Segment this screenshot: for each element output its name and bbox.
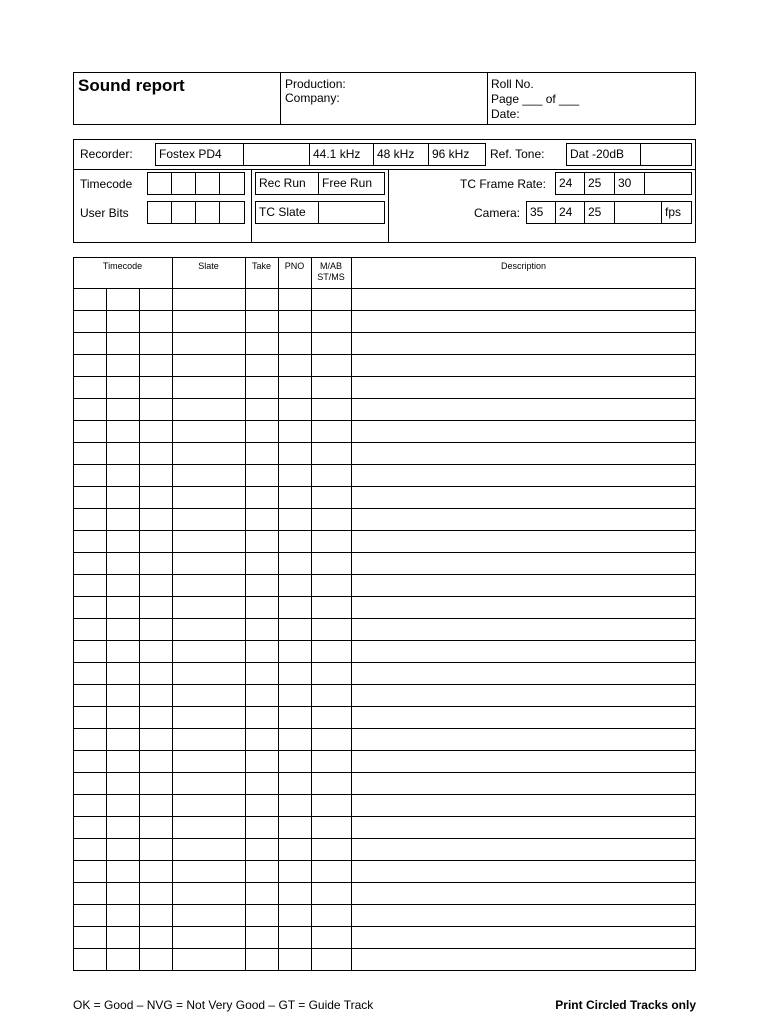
table-row bbox=[73, 838, 696, 839]
sample-rate-44: 44.1 kHz bbox=[309, 143, 374, 166]
page-of-label: Page ___ of ___ bbox=[491, 92, 580, 106]
table-row bbox=[73, 508, 696, 509]
table-row bbox=[73, 376, 696, 377]
table-row bbox=[73, 728, 696, 729]
settings-col-divider-1 bbox=[251, 169, 252, 243]
ref-tone-extra-cell bbox=[640, 143, 692, 166]
recorder-extra-cell bbox=[243, 143, 310, 166]
header-take: Take bbox=[251, 261, 271, 271]
header-divider-2 bbox=[487, 72, 488, 125]
header-description: Description bbox=[500, 261, 547, 271]
col-divider-pno-mode bbox=[311, 257, 312, 971]
log-table bbox=[73, 257, 696, 971]
table-row bbox=[73, 640, 696, 641]
timecode-box-4 bbox=[219, 172, 245, 195]
table-row bbox=[73, 332, 696, 333]
ref-tone-label: Ref. Tone: bbox=[490, 147, 545, 161]
table-row bbox=[73, 706, 696, 707]
camera-rate-25: 25 bbox=[584, 201, 615, 224]
header-divider-1 bbox=[280, 72, 281, 125]
table-row bbox=[73, 750, 696, 751]
production-label: Production: bbox=[285, 77, 346, 91]
fps-label: fps bbox=[661, 201, 692, 224]
tc-slate-value-cell bbox=[318, 201, 385, 224]
timecode-label: Timecode bbox=[80, 177, 133, 191]
footer-legend: OK = Good – NVG = Not Very Good – GT = Guide Track bbox=[73, 998, 374, 1012]
recorder-value: Fostex PD4 bbox=[155, 143, 244, 166]
sample-rate-96: 96 kHz bbox=[428, 143, 486, 166]
table-row bbox=[73, 904, 696, 905]
tc-frame-rate-label: TC Frame Rate: bbox=[460, 177, 547, 191]
user-bits-box-2 bbox=[171, 201, 196, 224]
table-row bbox=[73, 596, 696, 597]
table-row bbox=[73, 618, 696, 619]
col-divider-timecode-slate bbox=[172, 257, 173, 971]
header-pno: PNO bbox=[284, 261, 305, 271]
header-slate: Slate bbox=[198, 261, 219, 271]
frame-rate-24: 24 bbox=[555, 172, 585, 195]
camera-rate-35: 35 bbox=[526, 201, 556, 224]
table-row bbox=[73, 530, 696, 531]
timecode-box-3 bbox=[195, 172, 220, 195]
rec-run-option: Rec Run bbox=[255, 172, 319, 195]
date-label: Date: bbox=[491, 107, 520, 121]
table-row bbox=[73, 860, 696, 861]
frame-rate-extra-cell bbox=[644, 172, 692, 195]
page-title: Sound report bbox=[78, 76, 185, 95]
table-row bbox=[73, 948, 696, 949]
col-divider-take-pno bbox=[278, 257, 279, 971]
user-bits-box-4 bbox=[219, 201, 245, 224]
col-divider-slate-take bbox=[245, 257, 246, 971]
table-row bbox=[73, 552, 696, 553]
table-row bbox=[73, 354, 696, 355]
timecode-box-1 bbox=[147, 172, 172, 195]
free-run-option: Free Run bbox=[318, 172, 385, 195]
footer-note: Print Circled Tracks only bbox=[555, 998, 696, 1012]
user-bits-box-3 bbox=[195, 201, 220, 224]
ref-tone-value: Dat -20dB bbox=[566, 143, 641, 166]
sample-rate-48: 48 kHz bbox=[373, 143, 429, 166]
table-row bbox=[73, 926, 696, 927]
table-row bbox=[73, 882, 696, 883]
table-row bbox=[73, 464, 696, 465]
table-row bbox=[73, 420, 696, 421]
company-label: Company: bbox=[285, 91, 340, 105]
frame-rate-30: 30 bbox=[614, 172, 645, 195]
timecode-box-2 bbox=[171, 172, 196, 195]
settings-col-divider-2 bbox=[388, 169, 389, 243]
table-row bbox=[73, 442, 696, 443]
table-row bbox=[73, 288, 696, 289]
table-row bbox=[73, 772, 696, 773]
user-bits-label: User Bits bbox=[80, 206, 129, 220]
header-timecode: Timecode bbox=[102, 261, 143, 271]
table-row bbox=[73, 486, 696, 487]
col-divider-mode-description bbox=[351, 257, 352, 971]
camera-rate-24: 24 bbox=[555, 201, 585, 224]
frame-rate-25: 25 bbox=[584, 172, 615, 195]
table-row bbox=[73, 816, 696, 817]
timecode-subdivider-1 bbox=[106, 288, 107, 971]
roll-number-label: Roll No. bbox=[491, 77, 534, 91]
table-row bbox=[73, 310, 696, 311]
table-row bbox=[73, 684, 696, 685]
table-row bbox=[73, 794, 696, 795]
timecode-subdivider-2 bbox=[139, 288, 140, 971]
table-row bbox=[73, 398, 696, 399]
tc-slate-option: TC Slate bbox=[255, 201, 319, 224]
camera-label: Camera: bbox=[474, 206, 521, 220]
table-row bbox=[73, 574, 696, 575]
user-bits-box-1 bbox=[147, 201, 172, 224]
header-mode-line1: M/AB bbox=[319, 261, 342, 271]
settings-row-divider bbox=[73, 169, 696, 170]
header-mode-line2: ST/MS bbox=[317, 272, 345, 282]
camera-rate-extra-cell bbox=[614, 201, 662, 224]
recorder-label: Recorder: bbox=[80, 147, 133, 161]
table-row bbox=[73, 662, 696, 663]
